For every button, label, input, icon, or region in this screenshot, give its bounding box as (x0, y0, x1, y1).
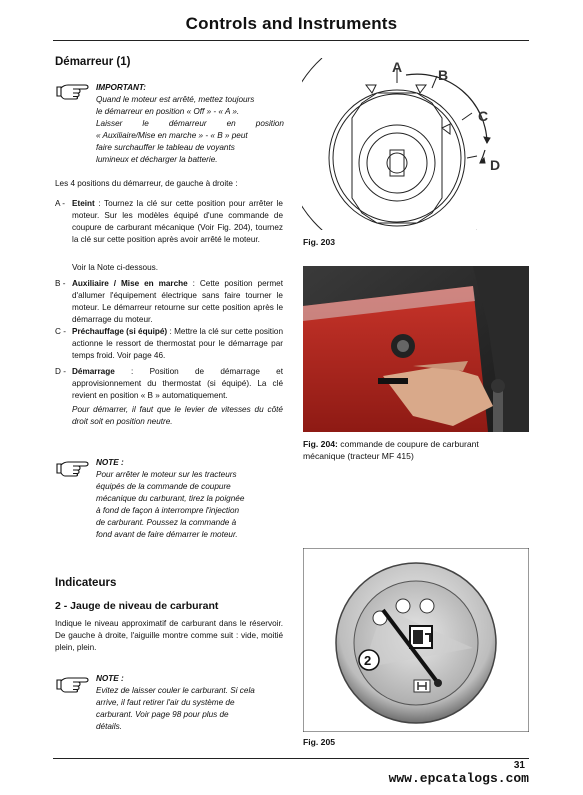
list-item-d (55, 366, 283, 402)
caption-text: commande de coupure de carburant (340, 439, 479, 449)
note-line: détails. (96, 722, 122, 731)
note-line: équipés de la commande de coupure (96, 482, 231, 491)
page-number: 31 (513, 760, 525, 771)
item-title: Auxiliaire / Mise en marche (72, 279, 188, 288)
important-label: IMPORTANT: (96, 83, 147, 92)
item-text: : Mettre la clé sur cette position actionne le ressort de thermostat pour le démarrage par temps froid. Voir page 46. (72, 327, 284, 360)
important-line: faire surchauffer le tableau de voyants (96, 143, 235, 152)
list-item-c (55, 326, 283, 362)
note-label: NOTE : (96, 674, 124, 683)
figure-caption (303, 438, 529, 462)
important-text (96, 94, 284, 166)
callout-number: 2 (364, 653, 372, 668)
note-line: arrive, il faut retirer l'air du système de (96, 698, 235, 707)
important-line: lumineux et décharger la batterie. (96, 155, 218, 164)
footer-url[interactable]: www.epcatalogs.com (388, 771, 529, 786)
item-title: Eteint (72, 199, 95, 208)
positions-intro: Les 4 positions du démarreur, de gauche à droite : (55, 179, 238, 188)
position-letter-d: D (490, 157, 501, 173)
item-key: B - (55, 279, 66, 288)
section-title-demarreur: Démarreur (1) (55, 56, 131, 68)
start-condition: Pour démarrer, il faut que le levier de vitesses du côté droit soit en position neutre. (72, 405, 283, 426)
pointing-hand-icon (56, 82, 90, 100)
note-line: de carburant. Poussez la commande à (96, 518, 237, 527)
note-label: NOTE : (96, 458, 124, 467)
note-text (96, 469, 284, 541)
note-line: carburant. Voir page 98 pour plus de (96, 710, 229, 719)
note-line: fond avant de faire démarrer le moteur. (96, 530, 238, 539)
important-line: « Auxiliaire/Mise en marche » - « B » peut (96, 131, 248, 140)
gauge-description: Indique le niveau approximatif de carburant dans le réservoir. De gauche à droite, l'aiguille montre comme suit : vide, moitié plein, plein. (55, 619, 283, 652)
ignition-switch-diagram (302, 58, 530, 230)
page-title: Controls and Instruments (185, 14, 398, 33)
footer-rule (53, 758, 529, 759)
item-title: Démarrage (72, 367, 115, 376)
pointing-hand-icon (56, 459, 90, 477)
note-text (96, 685, 284, 733)
fuel-gauge-photo (303, 548, 529, 732)
important-line: Laisser le démarreur en position (96, 119, 284, 128)
item-key: C - (55, 327, 66, 336)
position-letter-a: A (392, 59, 403, 75)
section-title-indicateurs: Indicateurs (55, 577, 117, 589)
list-item-a (55, 198, 283, 246)
figure-label: Fig. 205 (303, 737, 335, 747)
position-letter-b: B (438, 67, 449, 83)
figure-label: Fig. 204: (303, 439, 338, 449)
important-line: Quand le moteur est arrêté, mettez toujours (96, 95, 255, 104)
subsection-title: 2 - Jauge de niveau de carburant (55, 600, 219, 612)
item-text: : Tournez la clé sur cette position pour arrêter le moteur. Sur les modèles équipé d'une commande de coupure de carburant mécanique (Voir Fig. 204), tournez la clé sur cette position après avoir arrêté le moteur. (72, 199, 283, 244)
important-line: le démarreur en position « Off » - « A ». (96, 107, 240, 116)
item-text: : Cette position permet d'allumer l'équipement électrique sans faire tourner le moteur. Le démarreur retourne sur cette position après le démarrage du moteur. (72, 279, 283, 324)
fuel-cutoff-photo (303, 266, 529, 432)
note-line: à fond de façon à interrompre l'injection (96, 506, 240, 515)
item-title: Préchauffage (si équipé) (72, 327, 168, 336)
pointing-hand-icon (56, 675, 90, 693)
item-key: A - (55, 199, 66, 208)
note-line: Pour arrêter le moteur sur les tracteurs (96, 470, 237, 479)
item-key: D - (55, 367, 66, 376)
note-reference: Voir la Note ci-dessous. (72, 263, 159, 272)
header-rule (53, 40, 529, 41)
caption-text: mécanique (tracteur MF 415) (303, 451, 414, 461)
item-text: : Position de démarrage et approvisionnement du thermostat (si équipé). La clé revient en position « B » automatiquement. (72, 367, 284, 400)
position-letter-c: C (478, 108, 489, 124)
note-line: mécanique du carburant, tirez la poignée (96, 494, 245, 503)
figure-label: Fig. 203 (303, 237, 335, 247)
list-item-b (55, 278, 283, 326)
note-line: Evitez de laisser couler le carburant. Si cela (96, 686, 255, 695)
